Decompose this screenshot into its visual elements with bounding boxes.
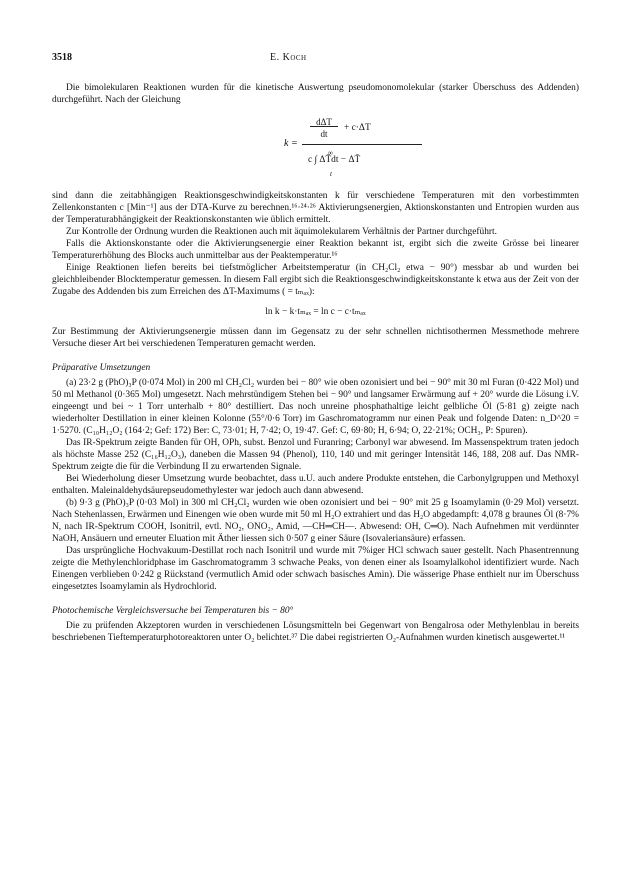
paragraph-activation-energy: Zur Bestimmung der Aktivierungsenergie müssen dann im Gegensatz zu der sehr schnellen nichtisothermen Messmethode mehrere Versuche dieser Art bei verschiedenen Temperaturen gemacht werden.: [52, 327, 579, 349]
rate-equation: [52, 116, 579, 180]
paragraph-distillate: Das ursprüngliche Hochvakuum-Destillat roch nach Isonitril und wurde mit 7%iger HCl schwach sauer gestellt. Nach Phasentrennung zeigte die Methylenchloridphase im Gaschromatogramm 3 schwache Peaks, von denen einer als Isoamylalkohol identifiziert wurde. Nach Einengen verblieben 0·242 g Rückstand (vermutlich Amid oder schwach basisches Amin). Die wässerige Phase enthielt nur im Überschuss eingesetztes Isoamylamin als Hydrochlorid.: [52, 546, 579, 592]
formula-inner-fraction-bar: [310, 126, 338, 127]
formula-denominator: c ∫ ΔT̄dt − ΔT̄: [308, 155, 361, 165]
running-head: E. Koch: [270, 52, 307, 63]
formula-numerator: dΔT: [316, 117, 332, 127]
formula-main-fraction-bar: [302, 144, 422, 145]
paragraph-intro: Die bimolekularen Reaktionen wurden für die kinetische Auswertung pseudomonomolekular (starker Überschuss des Addenden) durchgeführt. Nach der Gleichung: [52, 83, 579, 105]
formula-plus-term: + c·ΔT: [344, 123, 371, 133]
formula-dt: dt: [320, 129, 328, 139]
paragraph-isothermal: Einige Reaktionen liefen bereits bei tiefstmöglicher Arbeitstemperatur (in CH₂Cl₂ etwa − 90°) messbar ab und wurden bei gleichbleibender Blocktemperatur gemessen. In diesem Fall ergibt sich die Reaktionsgeschwindigkeitskonstante k etwa aus der Zeit von der Zugabe des Addenden bis zum Erreichen des ΔT-Maximums ( = tₘₐₓ):: [52, 263, 579, 297]
paragraph-photochemical: Die zu prüfenden Akzeptoren wurden in verschiedenen Lösungsmitteln bei Gegenwart von Bengalrosa oder Methylenblau in bereits beschriebenen Tieftemperaturphotoreaktoren unter O₂ belichtet.³⁷ Die dabei registrierten O₂-Aufnahmen wurden kinetisch ausgewertet.¹¹: [52, 621, 579, 643]
page-number: 3518: [52, 52, 72, 63]
paragraph-rate-constants: sind dann die zeitabhängigen Reaktionsgeschwindigkeitskonstanten k für verschiedene Temperaturen mit den vorbestimmten Zellenkonstanten c [Min⁻¹] aus der DTA-Kurve zu berechnen.¹⁶·²⁴·²⁶ Aktivierungsenergien, Aktionskonstanten und Entropien wurden aus der Temperaturabhängigkeit der Reaktionskonstanten wie üblich ermittelt.: [52, 191, 579, 225]
paragraph-action-constant: Falls die Aktionskonstante oder die Aktivierungsenergie einer Reaktion bekannt ist, ergibt sich die zweite Grösse bei linearer Temperaturerhöhung des Blocks auch unmittelbar aus der Peaktemperatur.¹⁶: [52, 239, 579, 261]
formula-k: k =: [284, 138, 298, 149]
paragraph-prep-a: (a) 23·2 g (PhO)₃P (0·074 Mol) in 200 ml CH₂Cl₂ wurden bei − 80° wie oben ozonisiert und bei − 90° mit 30 ml Furan (0·422 Mol) und 50 ml Methanol (0·365 Mol) umgesetzt. Nach mehrstündigem Stehen bei − 90° und langsamer Erwärmung auf + 20° wurde die Lösung i.V. eingeengt und bei ~ 1 Torr unterhalb + 80° destilliert. Das noch unreine phosphathaltige leicht gelbliche Öl (5·81 g) zeigte nach wiederholter Destillation in einer kleinen Kolonne (55°/0·6 Torr) im Gaschromatogramm nur einen Peak und folgende Daten: n_D^20 = 1·5270. (C₁₀H₁₂O₂ (164·2; Gef: 172) Ber: C, 73·01; H, 7·42; O, 19·47. Gef: C, 69·80; H, 6·94; O, 22·21%; OCH₃, P: Spuren).: [52, 378, 579, 436]
tmax-equation: ln k − k·tₘₐₓ = ln c − c·tₘₐₓ: [265, 307, 366, 317]
paragraph-order-control: Zur Kontrolle der Ordnung wurden die Reaktionen auch mit äquimolekularem Verhältnis der Partner durchgeführt.: [66, 227, 497, 237]
paragraph-prep-b: (b) 9·3 g (PhO)₃P (0·03 Mol) in 300 ml CH₂Cl₂ wurden wie oben ozonisiert und bei − 90° mit 25 g Isoamylamin (0·29 Mol) versetzt. Nach Stehenlassen, Erwärmen und Einengen wie oben wurde mit 50 ml H₂O extrahiert und das H₂O abgedampft: 4,078 g braunes Öl (8·7% N, nach IR-Spektrum COOH, Isonitril, evtl. NO₂, ONO₂, Amid, —CH═CH—. Abwesend: OH, C═O). Nach Aufnehmen mit verdünnter NaOH, Ansäuern und erneuter Eluation mit Äther liessen sich 0·507 g einer Säure (Isovaleriansäure) erfassen.: [52, 498, 579, 544]
paragraph-repetition: Bei Wiederholung dieser Umsetzung wurde beobachtet, dass u.U. auch andere Produkte entstehen, die Carbonylgruppen und Methoxyl enthalten. Maleinaldehydsäurepseudomethylester war jedoch auch dann abwesend.: [52, 474, 579, 496]
formula-lower-limit: t: [330, 170, 332, 178]
formula-upper-limit: ∞: [328, 149, 333, 157]
section-heading-preparative: Präparative Umsetzungen: [52, 363, 151, 373]
paragraph-ir-spectrum: Das IR-Spektrum zeigte Banden für OH, OPh, subst. Benzol und Furanring; Carbonyl war abwesend. Im Massenspektrum traten jedoch als höchste Masse 252 (C₁₆H₁₂O₃), daneben die Massen 94 (Phenol), 110, 140 und mit geringer Intensität 146, 188, 208 auf. Das NMR-Spektrum zeigte die für die Verbindung II zu erwartenden Signale.: [52, 438, 579, 472]
section-heading-photochemical: Photochemische Vergleichsversuche bei Temperaturen bis − 80°: [52, 606, 294, 616]
page-header: [52, 52, 579, 64]
